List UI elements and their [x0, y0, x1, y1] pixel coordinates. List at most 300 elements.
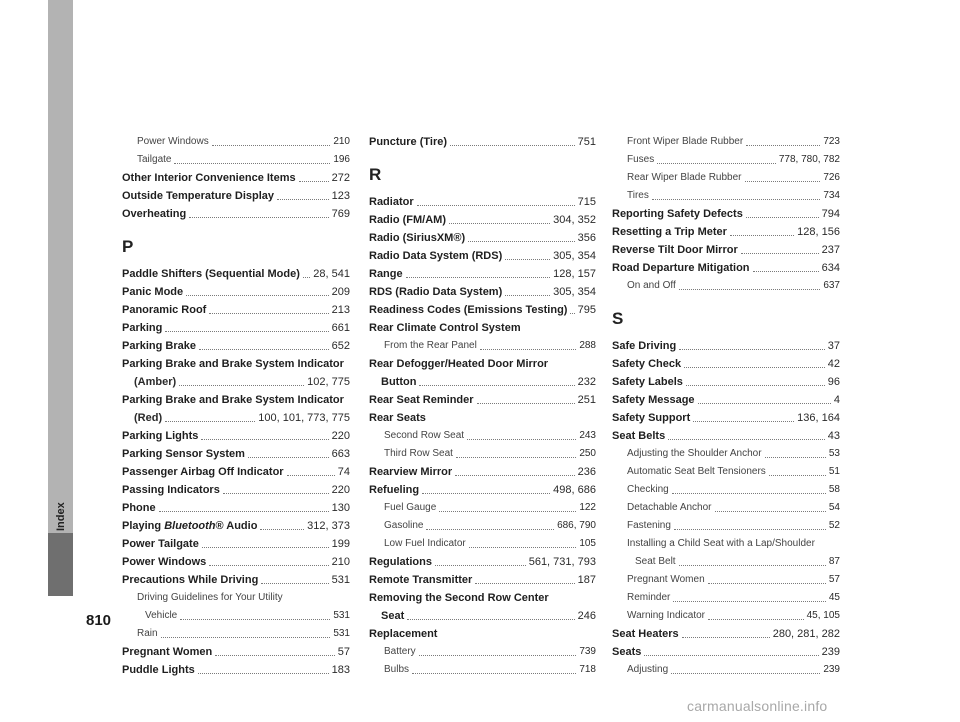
entry-label: Warning Indicator	[627, 610, 705, 621]
dot-leader	[287, 475, 335, 476]
entry-pages: 57	[337, 646, 350, 658]
index-entry	[612, 625, 840, 643]
index-entry	[122, 283, 350, 301]
index-entry	[122, 553, 350, 571]
entry-label: Parking Brake	[122, 340, 196, 352]
entry-label: Power Windows	[122, 556, 207, 568]
entry-label: Rearview Mirror	[369, 466, 453, 478]
entry-label: Parking	[122, 322, 163, 334]
dot-leader	[746, 145, 820, 146]
entry-label: Puddle Lights	[122, 664, 195, 676]
entry-pages: 37	[827, 340, 840, 352]
dot-leader	[422, 493, 550, 494]
entry-pages: 312, 373	[307, 520, 350, 532]
entry-label: Puncture (Tire)	[369, 136, 448, 148]
entry-label: Remote Transmitter	[369, 574, 473, 586]
dot-leader	[209, 313, 328, 314]
dot-leader	[674, 529, 826, 530]
index-entry	[369, 607, 596, 625]
index-subentry	[612, 607, 840, 625]
entry-label: Checking	[627, 484, 669, 495]
entry-label: Rear Defogger/Heated Door Mirror	[369, 358, 549, 370]
index-entry	[369, 247, 596, 265]
index-entry	[369, 409, 596, 427]
entry-label: Panoramic Roof	[122, 304, 207, 316]
entry-label: Radio Data System (RDS)	[369, 250, 503, 262]
entry-label: On and Off	[627, 280, 676, 291]
dot-leader	[248, 457, 329, 458]
dot-leader	[671, 673, 820, 674]
dot-leader	[417, 205, 575, 206]
entry-pages: 239	[821, 646, 840, 658]
index-subentry	[122, 607, 350, 625]
entry-pages: 531	[333, 628, 350, 639]
entry-label: Front Wiper Blade Rubber	[627, 136, 744, 147]
entry-pages: 187	[577, 574, 596, 586]
entry-label: Gasoline	[384, 520, 424, 531]
dot-leader	[693, 421, 794, 422]
entry-label: Second Row Seat	[384, 430, 465, 441]
entry-pages: 237	[821, 244, 840, 256]
entry-label: Pregnant Women	[122, 646, 213, 658]
entry-label: Bulbs	[384, 664, 410, 675]
entry-pages: 498, 686	[553, 484, 596, 496]
index-subentry	[369, 643, 596, 661]
entry-pages: 561, 731, 793	[528, 556, 596, 568]
dot-leader	[419, 385, 574, 386]
index-entry	[612, 259, 840, 277]
index-entry	[612, 355, 840, 373]
entry-pages: 196	[333, 154, 350, 165]
index-entry	[122, 169, 350, 187]
index-entry	[369, 133, 596, 151]
entry-label: Safety Labels	[612, 376, 683, 388]
index-entry	[122, 535, 350, 553]
dot-leader	[419, 655, 577, 656]
entry-pages: 726	[823, 172, 840, 183]
entry-pages: 58	[828, 484, 840, 495]
entry-label: Automatic Seat Belt Tensioners	[627, 466, 766, 477]
index-entry	[122, 427, 350, 445]
index-entry	[122, 265, 350, 283]
entry-label: From the Rear Panel	[384, 340, 477, 351]
dot-leader	[455, 475, 574, 476]
entry-pages: 232	[577, 376, 596, 388]
entry-label: Detachable Anchor	[627, 502, 712, 513]
index-subentry	[612, 499, 840, 517]
entry-label: Other Interior Convenience Items	[122, 172, 296, 184]
dot-leader	[299, 181, 329, 182]
entry-pages: 45	[828, 592, 840, 603]
index-entry	[122, 643, 350, 661]
entry-pages: 718	[579, 664, 596, 675]
dot-leader	[161, 637, 331, 638]
index-entry	[369, 193, 596, 211]
index-letter-heading: P	[122, 237, 134, 256]
index-entry	[612, 373, 840, 391]
entry-pages: 57	[828, 574, 840, 585]
dot-leader	[198, 673, 329, 674]
index-subentry	[369, 517, 596, 535]
entry-pages: 100, 101, 773, 775	[258, 412, 350, 424]
index-column-2	[369, 133, 596, 679]
dot-leader	[215, 655, 334, 656]
index-subentry	[369, 535, 596, 553]
entry-label: Replacement	[369, 628, 438, 640]
dot-leader	[159, 511, 329, 512]
entry-label: Power Windows	[137, 136, 209, 147]
index-entry	[369, 265, 596, 283]
entry-pages: 288	[579, 340, 596, 351]
entry-pages: 209	[331, 286, 350, 298]
entry-label: Reporting Safety Defects	[612, 208, 743, 220]
dot-leader	[212, 145, 331, 146]
dot-leader	[698, 403, 831, 404]
entry-pages: 87	[828, 556, 840, 567]
entry-label: Outside Temperature Display	[122, 190, 275, 202]
entry-label: Seat	[381, 610, 405, 622]
entry-pages: 778, 780, 782	[778, 154, 840, 165]
entry-label: Parking Brake and Brake System Indicator	[122, 394, 344, 406]
entry-pages: 637	[823, 280, 840, 291]
entry-pages: 43	[827, 430, 840, 442]
index-entry	[122, 355, 350, 373]
index-subentry	[122, 151, 350, 169]
index-entry	[122, 205, 350, 223]
entry-label: Rear Wiper Blade Rubber	[627, 172, 742, 183]
dot-leader	[679, 289, 821, 290]
index-entry	[122, 499, 350, 517]
index-subentry	[612, 535, 840, 553]
entry-pages: 280, 281, 282	[772, 628, 840, 640]
dot-leader	[480, 349, 576, 350]
dot-leader	[261, 583, 328, 584]
dot-leader	[679, 349, 825, 350]
dot-leader	[199, 349, 329, 350]
dot-leader	[260, 529, 304, 530]
index-column-3	[612, 133, 840, 679]
index-entry	[122, 445, 350, 463]
dot-leader	[165, 331, 328, 332]
entry-label: (Red)	[134, 412, 163, 424]
entry-pages: 102, 775	[307, 376, 350, 388]
index-column-1	[122, 133, 350, 679]
index-entry	[369, 211, 596, 229]
entry-label: Pregnant Women	[627, 574, 705, 585]
entry-label: Seat Belts	[612, 430, 666, 442]
entry-label: Tailgate	[137, 154, 172, 165]
entry-pages: 210	[331, 556, 350, 568]
index-subentry	[122, 589, 350, 607]
dot-leader	[186, 295, 329, 296]
index-entry	[122, 319, 350, 337]
entry-label: Vehicle	[145, 610, 178, 621]
dot-leader	[475, 583, 574, 584]
index-entry	[612, 409, 840, 427]
entry-pages: 250	[579, 448, 596, 459]
dot-leader	[439, 511, 576, 512]
entry-pages: 531	[331, 574, 350, 586]
dot-leader	[668, 439, 825, 440]
entry-pages: 96	[827, 376, 840, 388]
entry-label: Radio (SiriusXM®)	[369, 232, 466, 244]
entry-label: Installing a Child Seat with a Lap/Shoulder	[627, 538, 815, 549]
entry-pages: 531	[333, 610, 350, 621]
dot-leader	[741, 253, 819, 254]
entry-label: Seats	[612, 646, 642, 658]
dot-leader	[449, 223, 550, 224]
entry-label: Safety Message	[612, 394, 695, 406]
dot-leader	[180, 619, 330, 620]
dot-leader	[644, 655, 818, 656]
index-subentry	[122, 133, 350, 151]
dot-leader	[657, 163, 776, 164]
index-subentry	[369, 337, 596, 355]
index-entry	[122, 661, 350, 679]
entry-label: Radiator	[369, 196, 414, 208]
entry-pages: 251	[577, 394, 596, 406]
index-letter-heading: S	[612, 309, 624, 328]
entry-pages: 128, 157	[553, 268, 596, 280]
index-entry	[612, 337, 840, 355]
index-letter-heading: R	[369, 165, 382, 184]
entry-label: Playing Bluetooth® Audio	[122, 520, 258, 532]
entry-pages: 634	[821, 262, 840, 274]
index-entry	[369, 301, 596, 319]
dot-leader	[467, 439, 576, 440]
entry-pages: 795	[577, 304, 596, 316]
entry-pages: 210	[333, 136, 350, 147]
dot-leader	[708, 583, 826, 584]
entry-pages: 663	[331, 448, 350, 460]
entry-pages: 305, 354	[553, 286, 596, 298]
dot-leader	[505, 259, 550, 260]
index-subentry	[369, 499, 596, 517]
entry-label: Tires	[627, 190, 649, 201]
entry-pages: 220	[331, 484, 350, 496]
entry-label: Rear Seats	[369, 412, 426, 424]
dot-leader	[179, 385, 304, 386]
index-entry	[122, 301, 350, 319]
dot-leader	[407, 619, 574, 620]
index-subentry	[612, 169, 840, 187]
dot-leader	[277, 199, 329, 200]
index-entry	[122, 571, 350, 589]
entry-label: Seat Belt	[635, 556, 676, 567]
dot-leader	[303, 277, 310, 278]
entry-label: Fuses	[627, 154, 655, 165]
entry-pages: 246	[577, 610, 596, 622]
index-subentry	[612, 463, 840, 481]
entry-pages: 661	[331, 322, 350, 334]
index-subentry	[612, 589, 840, 607]
index-entry	[122, 187, 350, 205]
entry-label: Paddle Shifters (Sequential Mode)	[122, 268, 300, 280]
dot-leader	[468, 241, 575, 242]
entry-label: Parking Brake and Brake System Indicator	[122, 358, 344, 370]
index-entry	[369, 283, 596, 301]
entry-pages: 183	[331, 664, 350, 676]
dot-leader	[505, 295, 550, 296]
index-entry	[612, 643, 840, 661]
entry-label: Reverse Tilt Door Mirror	[612, 244, 738, 256]
entry-pages: 4	[833, 394, 840, 406]
entry-label: RDS (Radio Data System)	[369, 286, 503, 298]
entry-pages: 51	[828, 466, 840, 477]
index-subentry	[612, 133, 840, 151]
entry-label: Passing Indicators	[122, 484, 220, 496]
dot-leader	[753, 271, 819, 272]
entry-pages: 356	[577, 232, 596, 244]
index-subentry	[612, 481, 840, 499]
entry-label: Seat Heaters	[612, 628, 679, 640]
index-entry	[369, 553, 596, 571]
entry-label: Fuel Gauge	[384, 502, 437, 513]
entry-label: Road Departure Mitigation	[612, 262, 750, 274]
index-entry	[122, 481, 350, 499]
entry-pages: 213	[331, 304, 350, 316]
entry-pages: 220	[331, 430, 350, 442]
entry-label: Precautions While Driving	[122, 574, 259, 586]
entry-label: Adjusting the Shoulder Anchor	[627, 448, 762, 459]
entry-label: Button	[381, 376, 417, 388]
index-entry	[369, 355, 596, 373]
index-entry	[612, 205, 840, 223]
dot-leader	[469, 547, 577, 548]
dot-leader	[672, 493, 826, 494]
dot-leader	[745, 181, 821, 182]
dot-leader	[426, 529, 554, 530]
entry-label: Third Row Seat	[384, 448, 453, 459]
entry-pages: 122	[579, 502, 596, 513]
entry-pages: 105	[579, 538, 596, 549]
entry-pages: 723	[823, 136, 840, 147]
index-entry	[369, 229, 596, 247]
entry-pages: 136, 164	[797, 412, 840, 424]
index-entry	[369, 391, 596, 409]
entry-pages: 751	[577, 136, 596, 148]
entry-pages: 28, 541	[313, 268, 350, 280]
dot-leader	[652, 199, 820, 200]
entry-pages: 739	[579, 646, 596, 657]
index-entry	[122, 463, 350, 481]
index-subentry	[612, 661, 840, 679]
dot-leader	[746, 217, 819, 218]
dot-leader	[682, 637, 770, 638]
entry-label: Parking Sensor System	[122, 448, 245, 460]
dot-leader	[765, 457, 826, 458]
dot-leader	[456, 457, 576, 458]
entry-pages: 42	[827, 358, 840, 370]
index-entry	[612, 241, 840, 259]
entry-label: Panic Mode	[122, 286, 184, 298]
index-entry	[369, 373, 596, 391]
index-subentry	[122, 625, 350, 643]
entry-label: Adjusting	[627, 664, 669, 675]
entry-label: (Amber)	[134, 376, 177, 388]
dot-leader	[708, 619, 804, 620]
index-subentry	[369, 445, 596, 463]
index-entry	[122, 517, 350, 535]
index-entry	[369, 589, 596, 607]
entry-pages: 52	[828, 520, 840, 531]
entry-label: Phone	[122, 502, 156, 514]
index-entry	[369, 319, 596, 337]
index-entry	[122, 409, 350, 427]
index-subentry	[612, 445, 840, 463]
entry-label: Safety Support	[612, 412, 691, 424]
index-entry	[122, 373, 350, 391]
dot-leader	[570, 313, 574, 314]
dot-leader	[165, 421, 255, 422]
index-subentry	[612, 151, 840, 169]
dot-leader	[673, 601, 826, 602]
dot-leader	[679, 565, 826, 566]
dot-leader	[189, 217, 328, 218]
entry-label: Readiness Codes (Emissions Testing)	[369, 304, 568, 316]
entry-pages: 128, 156	[797, 226, 840, 238]
index-subentry	[612, 187, 840, 205]
index-entry	[612, 223, 840, 241]
index-subentry	[612, 517, 840, 535]
entry-label: Low Fuel Indicator	[384, 538, 466, 549]
dot-leader	[684, 367, 825, 368]
index-entry	[369, 481, 596, 499]
entry-pages: 53	[828, 448, 840, 459]
entry-label: Removing the Second Row Center	[369, 592, 549, 604]
entry-label: Resetting a Trip Meter	[612, 226, 727, 238]
entry-label: Passenger Airbag Off Indicator	[122, 466, 284, 478]
entry-label: Safe Driving	[612, 340, 677, 352]
entry-pages: 239	[823, 664, 840, 675]
dot-leader	[201, 439, 328, 440]
entry-pages: 305, 354	[553, 250, 596, 262]
index-subentry	[612, 553, 840, 571]
index-entry	[612, 427, 840, 445]
index-entry	[369, 571, 596, 589]
entry-label: Overheating	[122, 208, 187, 220]
index-entry	[122, 391, 350, 409]
dot-leader	[223, 493, 329, 494]
entry-label: Regulations	[369, 556, 432, 568]
entry-label: Power Tailgate	[122, 538, 199, 550]
entry-pages: 243	[579, 430, 596, 441]
entry-label: Radio (FM/AM)	[369, 214, 446, 226]
dot-leader	[686, 385, 825, 386]
page-number: 810	[86, 612, 112, 629]
dot-leader	[202, 547, 329, 548]
dot-leader	[412, 673, 576, 674]
entry-pages: 199	[331, 538, 350, 550]
watermark: carmanualsonline.info	[687, 698, 828, 714]
index-side-tab-marker	[48, 533, 73, 596]
dot-leader	[450, 145, 575, 146]
entry-label: Rain	[137, 628, 158, 639]
entry-label: Driving Guidelines for Your Utility	[137, 592, 283, 603]
entry-label: Rear Seat Reminder	[369, 394, 474, 406]
entry-label: Reminder	[627, 592, 671, 603]
entry-pages: 54	[828, 502, 840, 513]
section-label: Index	[55, 502, 67, 532]
entry-pages: 45, 105	[806, 610, 840, 621]
entry-pages: 715	[577, 196, 596, 208]
entry-pages: 769	[331, 208, 350, 220]
entry-pages: 794	[821, 208, 840, 220]
entry-pages: 130	[331, 502, 350, 514]
entry-pages: 652	[331, 340, 350, 352]
dot-leader	[477, 403, 575, 404]
entry-pages: 272	[331, 172, 350, 184]
